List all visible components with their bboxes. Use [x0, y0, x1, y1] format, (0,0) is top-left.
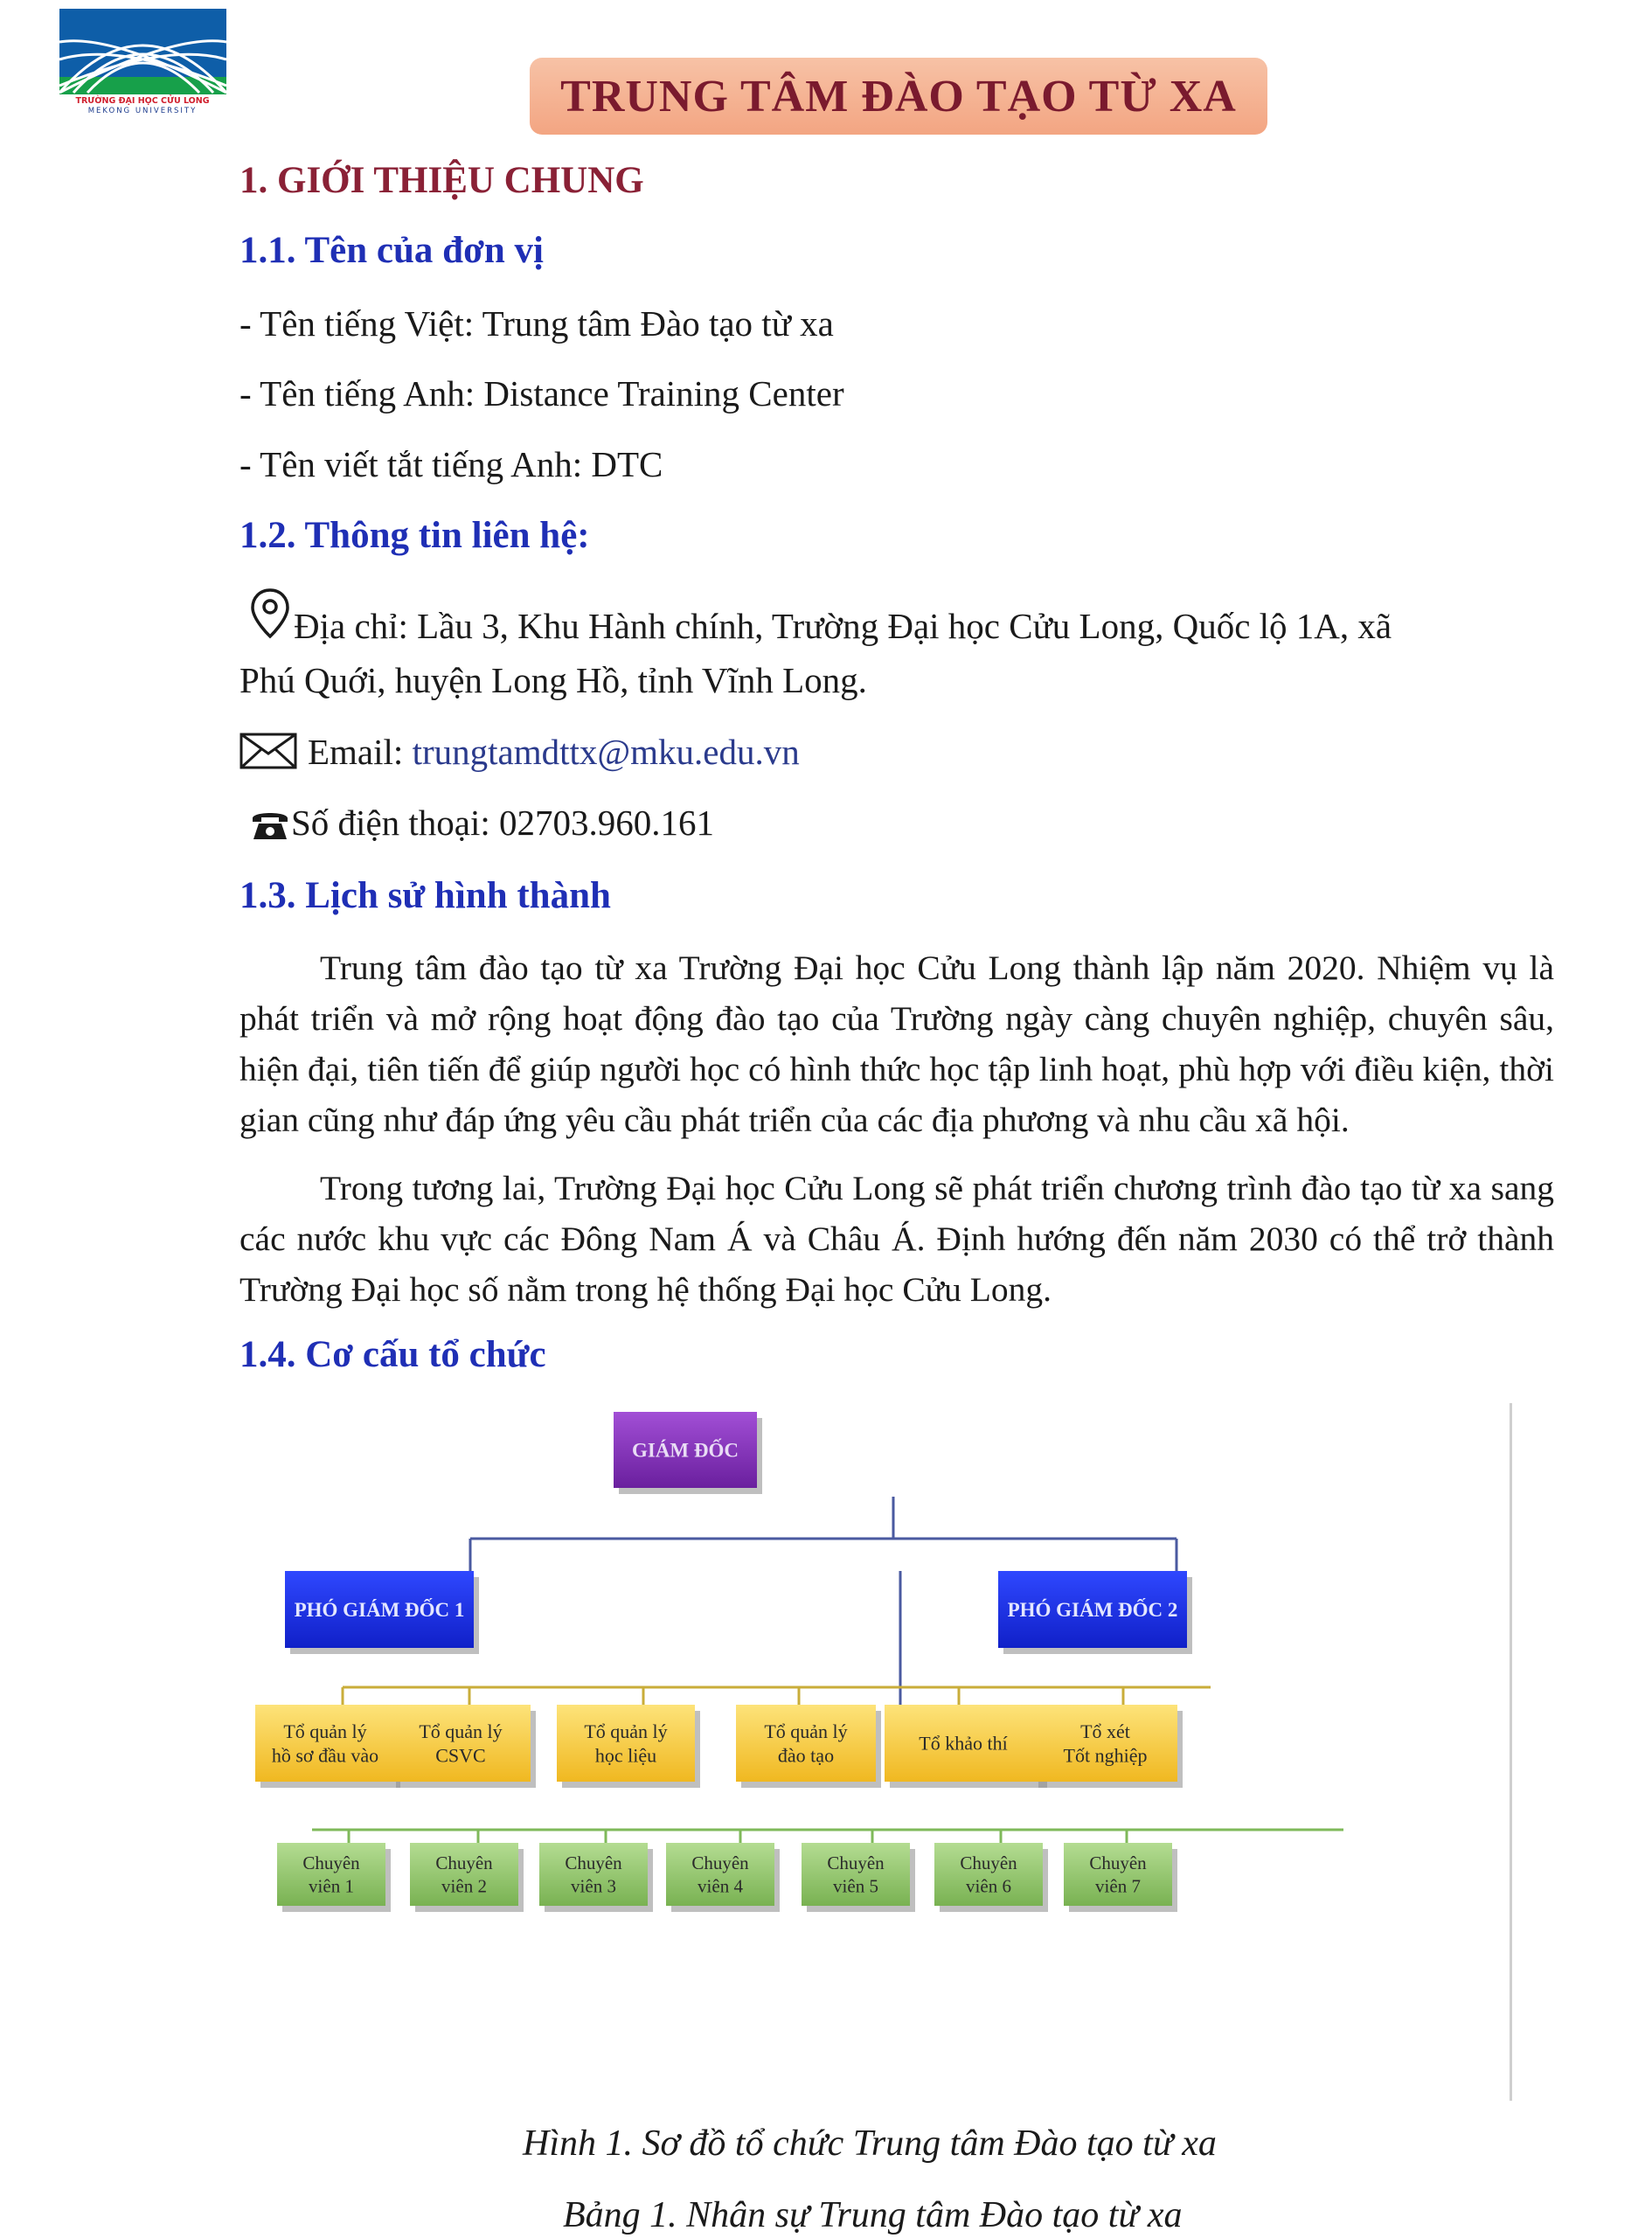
university-logo — [58, 7, 228, 115]
specialist-box-3 — [539, 1843, 653, 1912]
org-chart — [246, 1403, 1512, 2101]
specialist-box-5-label: viên 5 — [833, 1875, 878, 1897]
email-link[interactable]: trungtamdttx@mku.edu.vn — [412, 732, 800, 772]
team-box-2-label: CSVC — [435, 1744, 486, 1767]
specialist-box-1-label: Chuyên — [302, 1852, 360, 1874]
team-box-4-label: Tổ quản lý — [764, 1720, 848, 1742]
section-1-1-title: 1.1. Tên của đơn vị — [239, 230, 544, 271]
address-line-1: Địa chỉ: Lầu 3, Khu Hành chính, Trường Đại học Cửu Long, Quốc lộ 1A, xã — [294, 606, 1392, 646]
header-banner — [530, 58, 1267, 135]
history-paragraph-1-text: Trung tâm đào tạo từ xa Trường Đại học Cửu Long thành lập năm 2020. Nhiệm vụ là phát triển và mở rộng hoạt động đào tạo của Trường ngày càng chuyên nghiệp, chuyên sâu, hiện đại, tiên tiến để giúp người học có hình thức học tập linh hoạt, phù hợp với điều kiện, thời gian cũng như đáp ứng yêu cầu phát triển của các địa phương và nhu cầu xã hội. — [239, 949, 1554, 1139]
logo-text-line2: MEKONG UNIVERSITY — [87, 107, 198, 115]
team-box-6-label: Tốt nghiệp — [1063, 1744, 1148, 1767]
envelope-icon — [239, 733, 297, 774]
location-pin-icon — [249, 587, 291, 644]
deputy-2-box-label: PHÓ GIÁM ĐỐC 2 — [1007, 1599, 1178, 1622]
specialist-box-7-label: viên 7 — [1095, 1875, 1141, 1897]
deputy-1-box — [285, 1571, 479, 1654]
section-1-3-title: 1.3. Lịch sử hình thành — [239, 875, 611, 916]
specialist-box-7 — [1064, 1843, 1177, 1912]
specialist-box-5-label: Chuyên — [827, 1852, 885, 1874]
director-box — [614, 1412, 762, 1494]
team-box-5-label: Tổ khảo thí — [919, 1732, 1008, 1755]
table-caption: Bảng 1. Nhân sự Trung tâm Đào tạo từ xa — [563, 2195, 1183, 2235]
specialist-box-6 — [934, 1843, 1048, 1912]
org-chart-svg — [246, 1403, 1512, 2101]
specialist-box-4-label: Chuyên — [691, 1852, 749, 1874]
specialist-box-4 — [666, 1843, 780, 1912]
specialist-box-1 — [277, 1843, 391, 1912]
vietnamese-name: - Tên tiếng Việt: Trung tâm Đào tạo từ xa — [239, 303, 834, 344]
team-box-5 — [885, 1705, 1047, 1788]
specialist-box-6-label: Chuyên — [960, 1852, 1017, 1874]
team-box-1 — [255, 1705, 400, 1788]
email-line — [308, 731, 800, 773]
phone-number: Số điện thoại: 02703.960.161 — [291, 803, 715, 843]
abbreviation: - Tên viết tắt tiếng Anh: DTC — [239, 444, 663, 484]
english-name: - Tên tiếng Anh: Distance Training Center — [239, 373, 844, 414]
team-box-3-label: Tổ quản lý — [584, 1720, 668, 1742]
team-box-3 — [557, 1705, 700, 1788]
specialist-box-6-label: viên 6 — [966, 1875, 1011, 1897]
section-1-4-title: 1.4. Cơ cấu tổ chức — [239, 1334, 546, 1375]
team-box-2 — [391, 1705, 536, 1788]
specialist-box-4-label: viên 4 — [698, 1875, 743, 1897]
team-box-6 — [1033, 1705, 1183, 1788]
specialist-box-3-label: Chuyên — [565, 1852, 622, 1874]
section-1-title: 1. GIỚI THIỆU CHUNG — [239, 160, 644, 201]
specialist-box-2-label: Chuyên — [435, 1852, 493, 1874]
phone-icon — [250, 808, 290, 845]
team-box-6-label: Tổ xét — [1080, 1720, 1130, 1742]
history-paragraph-1 — [239, 942, 1554, 1145]
specialist-box-1-label: viên 1 — [309, 1875, 354, 1897]
specialist-box-2 — [410, 1843, 524, 1912]
deputy-1-box-label: PHÓ GIÁM ĐỐC 1 — [294, 1599, 465, 1622]
logo-graphic — [58, 7, 228, 115]
specialist-box-5 — [802, 1843, 915, 1912]
team-box-2-label: Tổ quản lý — [419, 1720, 503, 1742]
logo-text-line1: TRƯỜNG ĐẠI HỌC CỬU LONG — [75, 96, 210, 106]
team-box-1-label: Tổ quản lý — [283, 1720, 367, 1742]
specialist-box-2-label: viên 2 — [441, 1875, 487, 1897]
header-title: TRUNG TÂM ĐÀO TẠO TỪ XA — [560, 71, 1237, 122]
team-box-4-label: đào tạo — [777, 1744, 835, 1767]
team-box-3-label: học liệu — [594, 1744, 657, 1767]
team-box-4 — [736, 1705, 881, 1788]
history-paragraph-2-text: Trong tương lai, Trường Đại học Cửu Long sẽ phát triển chương trình đào tạo từ xa sang các nước khu vực các Đông Nam Á và Châu Á. Định hướng đến năm 2030 có thể trở thành Trường Đại học số nằm trong hệ thống Đại học Cửu Long. — [239, 1169, 1554, 1309]
figure-caption: Hình 1. Sơ đồ tổ chức Trung tâm Đào tạo từ xa — [523, 2123, 1217, 2164]
specialist-box-3-label: viên 3 — [571, 1875, 616, 1897]
chart-frame-edge — [1510, 1403, 1512, 2101]
director-box-label: GIÁM ĐỐC — [631, 1439, 739, 1462]
specialist-box-7-label: Chuyên — [1089, 1852, 1147, 1874]
email-label: Email: — [308, 732, 413, 772]
team-box-1-label: hồ sơ đầu vào — [271, 1744, 379, 1767]
address-line-2: Phú Quới, huyện Long Hồ, tỉnh Vĩnh Long. — [239, 660, 867, 700]
history-paragraph-2 — [239, 1163, 1554, 1315]
section-1-2-title: 1.2. Thông tin liên hệ: — [239, 515, 590, 556]
deputy-2-box — [998, 1571, 1192, 1654]
